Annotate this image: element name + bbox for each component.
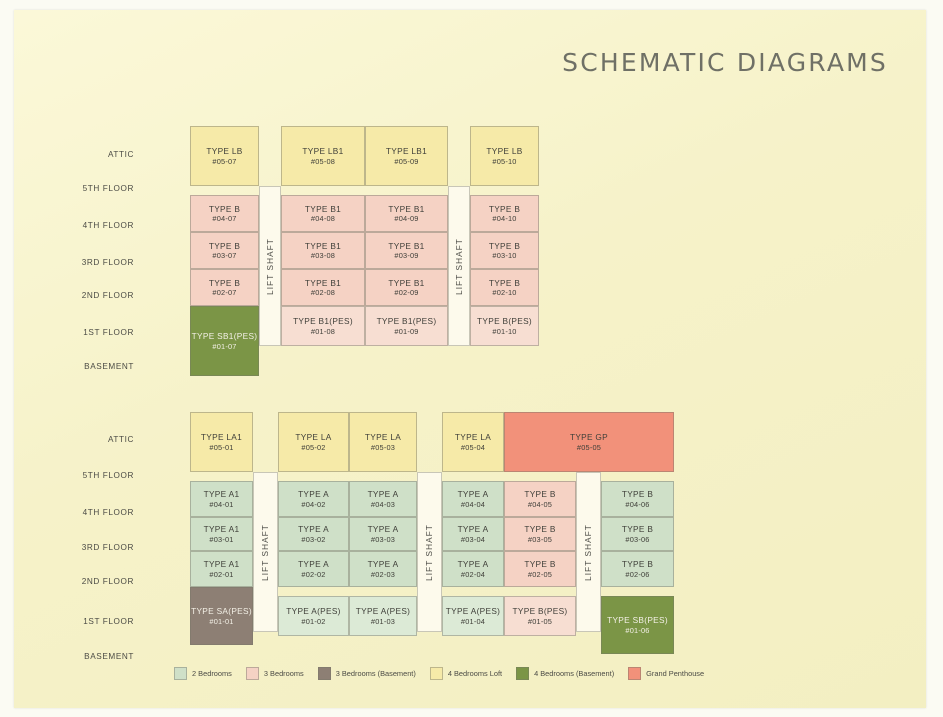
unit-cell[interactable] — [365, 195, 448, 232]
unit-cell[interactable] — [190, 126, 259, 186]
unit-type-label: TYPE A1 — [203, 489, 240, 500]
legend-swatch — [516, 667, 529, 680]
unit-number-label: #01-08 — [310, 326, 336, 336]
unit-number-label: #05-10 — [492, 156, 517, 166]
legend-item — [246, 667, 304, 680]
unit-number-label: #03-03 — [370, 534, 396, 544]
unit-cell[interactable] — [349, 517, 417, 551]
legend-swatch — [174, 667, 187, 680]
unit-number-label: #02-02 — [301, 569, 326, 579]
lift-shaft — [417, 472, 442, 632]
unit-number-label: #02-08 — [310, 288, 336, 298]
unit-cell[interactable] — [470, 269, 539, 306]
unit-cell[interactable] — [601, 551, 674, 587]
unit-type-label: TYPE B — [524, 489, 556, 500]
unit-type-label: TYPE LA — [454, 432, 492, 443]
unit-number-label: #03-07 — [212, 251, 237, 261]
unit-number-label: #04-09 — [394, 214, 419, 224]
unit-number-label: #04-01 — [209, 499, 234, 509]
unit-number-label: #02-05 — [527, 569, 553, 579]
unit-cell[interactable] — [365, 232, 448, 269]
floor-label: 3RD FLOOR — [81, 258, 134, 267]
unit-number-label: #04-10 — [492, 214, 517, 224]
unit-type-label: TYPE SB(PES) — [607, 615, 668, 626]
unit-cell[interactable] — [190, 517, 253, 551]
unit-cell[interactable] — [442, 596, 504, 636]
unit-type-label: TYPE B — [208, 277, 241, 288]
unit-cell[interactable] — [470, 232, 539, 269]
unit-cell[interactable] — [349, 481, 417, 517]
unit-cell[interactable] — [470, 195, 539, 232]
unit-type-label: TYPE A — [298, 489, 329, 500]
legend-item — [516, 667, 614, 680]
unit-type-label: TYPE A(PES) — [286, 606, 341, 617]
unit-type-label: TYPE LB — [206, 146, 243, 157]
unit-number-label: #05-08 — [310, 156, 336, 166]
unit-type-label: TYPE SA(PES) — [191, 606, 252, 617]
lift-shaft-label: LIFT SHAFT — [454, 237, 464, 295]
unit-cell[interactable] — [601, 481, 674, 517]
unit-cell[interactable] — [190, 306, 259, 376]
unit-cell[interactable] — [442, 551, 504, 587]
unit-type-label: TYPE B1 — [388, 203, 425, 214]
lift-shaft — [253, 472, 278, 632]
lift-shaft — [576, 472, 601, 632]
unit-type-label: TYPE B1 — [388, 240, 425, 251]
legend-label: Grand Penthouse — [646, 669, 705, 678]
unit-cell[interactable] — [190, 195, 259, 232]
floor-label: ATTIC — [107, 150, 134, 159]
floor-label: 4TH FLOOR — [82, 221, 134, 230]
legend-label: 2 Bedrooms — [192, 669, 232, 678]
legend-swatch — [246, 667, 259, 680]
unit-cell[interactable] — [190, 269, 259, 306]
unit-cell[interactable] — [349, 551, 417, 587]
unit-type-label: TYPE B1(PES) — [376, 316, 437, 327]
unit-type-label: TYPE LA — [364, 432, 402, 443]
unit-number-label: #03-02 — [301, 534, 326, 544]
unit-cell[interactable] — [504, 412, 674, 472]
unit-type-label: TYPE B — [488, 277, 521, 288]
unit-type-label: TYPE B(PES) — [477, 316, 532, 327]
unit-cell[interactable] — [442, 481, 504, 517]
unit-number-label: #05-07 — [212, 156, 237, 166]
floor-label: BASEMENT — [84, 362, 134, 371]
unit-type-label: TYPE B — [621, 489, 654, 500]
unit-cell[interactable] — [278, 551, 349, 587]
unit-cell[interactable] — [504, 551, 576, 587]
unit-number-label: #03-10 — [492, 251, 517, 261]
unit-number-label: #01-07 — [212, 341, 237, 351]
unit-type-label: TYPE A1 — [203, 559, 240, 570]
unit-cell[interactable] — [365, 269, 448, 306]
unit-cell[interactable] — [470, 306, 539, 346]
unit-type-label: TYPE LB1 — [302, 146, 344, 157]
unit-number-label: #01-05 — [527, 616, 553, 626]
unit-type-label: TYPE LA — [295, 432, 332, 443]
unit-number-label: #05-01 — [209, 442, 234, 452]
unit-type-label: TYPE GP — [569, 432, 609, 443]
unit-type-label: TYPE B — [208, 203, 241, 214]
unit-number-label: #04-05 — [527, 499, 553, 509]
unit-type-label: TYPE B — [524, 559, 556, 570]
floor-label: BASEMENT — [84, 652, 134, 661]
unit-cell[interactable] — [278, 412, 349, 472]
legend-label: 4 Bedrooms (Basement) — [534, 669, 615, 678]
unit-number-label: #04-04 — [460, 499, 486, 509]
unit-type-label: TYPE A — [298, 524, 329, 535]
unit-type-label: TYPE A1 — [203, 524, 240, 535]
legend-swatch — [628, 667, 641, 680]
unit-cell[interactable] — [365, 126, 448, 186]
unit-cell[interactable] — [278, 481, 349, 517]
unit-type-label: TYPE B1 — [304, 240, 342, 251]
unit-cell[interactable] — [281, 232, 365, 269]
lift-shaft-label: LIFT SHAFT — [584, 523, 594, 581]
unit-type-label: TYPE A — [457, 524, 489, 535]
unit-type-label: TYPE B — [621, 524, 654, 535]
unit-type-label: TYPE A — [367, 489, 399, 500]
lift-shaft — [448, 186, 470, 346]
unit-cell[interactable] — [281, 195, 365, 232]
unit-type-label: TYPE B(PES) — [512, 606, 568, 617]
lift-shaft-label: LIFT SHAFT — [425, 523, 435, 581]
page-title: SCHEMATIC DIAGRAMS — [562, 48, 888, 77]
unit-number-label: #03-04 — [460, 534, 486, 544]
unit-number-label: #01-10 — [492, 326, 517, 336]
unit-type-label: TYPE A — [457, 489, 489, 500]
unit-number-label: #04-08 — [310, 214, 336, 224]
unit-cell[interactable] — [190, 481, 253, 517]
unit-number-label: #05-05 — [576, 442, 602, 452]
unit-number-label: #02-06 — [625, 569, 650, 579]
unit-type-label: TYPE LB1 — [385, 146, 428, 157]
unit-cell[interactable] — [504, 517, 576, 551]
unit-number-label: #05-04 — [460, 442, 486, 452]
unit-cell[interactable] — [349, 596, 417, 636]
unit-type-label: TYPE A — [298, 559, 329, 570]
unit-cell[interactable] — [190, 587, 253, 645]
lift-shaft-label: LIFT SHAFT — [261, 523, 271, 581]
unit-type-label: TYPE A(PES) — [445, 606, 501, 617]
unit-cell[interactable] — [281, 269, 365, 306]
unit-type-label: TYPE A — [457, 559, 489, 570]
unit-type-label: TYPE B — [621, 559, 654, 570]
unit-number-label: #04-02 — [301, 499, 326, 509]
floor-label: ATTIC — [107, 435, 134, 444]
legend-item — [174, 667, 232, 680]
unit-cell[interactable] — [281, 306, 365, 346]
legend-item — [318, 667, 416, 680]
unit-cell[interactable] — [442, 517, 504, 551]
unit-cell[interactable] — [470, 126, 539, 186]
unit-number-label: #01-03 — [370, 616, 396, 626]
legend-swatch — [318, 667, 331, 680]
diagram-board — [14, 10, 926, 708]
unit-number-label: #04-07 — [212, 214, 237, 224]
legend-label: 3 Bedrooms (Basement) — [335, 669, 416, 678]
lift-shaft-label: LIFT SHAFT — [265, 237, 275, 295]
unit-number-label: #05-02 — [301, 442, 326, 452]
unit-number-label: #02-09 — [394, 288, 419, 298]
unit-number-label: #03-09 — [394, 251, 419, 261]
unit-number-label: #05-09 — [394, 156, 419, 166]
unit-cell[interactable] — [365, 306, 448, 346]
unit-cell[interactable] — [190, 412, 253, 472]
unit-number-label: #02-03 — [370, 569, 396, 579]
floor-label: 5TH FLOOR — [82, 471, 134, 480]
unit-number-label: #01-04 — [460, 616, 486, 626]
legend — [174, 667, 704, 680]
unit-type-label: TYPE LB — [486, 146, 523, 157]
unit-type-label: TYPE B — [524, 524, 556, 535]
floor-label: 2ND FLOOR — [81, 291, 134, 300]
unit-number-label: #04-03 — [370, 499, 396, 509]
unit-number-label: #01-09 — [394, 326, 419, 336]
unit-number-label: #02-01 — [209, 569, 234, 579]
unit-number-label: #03-01 — [209, 534, 234, 544]
unit-type-label: TYPE B1 — [304, 277, 342, 288]
unit-type-label: TYPE B — [488, 203, 521, 214]
unit-number-label: #03-08 — [310, 251, 336, 261]
unit-cell[interactable] — [349, 412, 417, 472]
unit-type-label: TYPE A — [367, 559, 399, 570]
floor-label: 1ST FLOOR — [83, 617, 134, 626]
unit-number-label: #02-04 — [460, 569, 486, 579]
unit-number-label: #03-05 — [527, 534, 553, 544]
unit-type-label: TYPE A — [367, 524, 399, 535]
unit-cell[interactable] — [601, 596, 674, 654]
legend-swatch — [430, 667, 443, 680]
unit-type-label: TYPE B1 — [304, 203, 342, 214]
legend-label: 4 Bedrooms Loft — [447, 669, 503, 678]
unit-number-label: #02-07 — [212, 288, 237, 298]
unit-number-label: #01-02 — [301, 616, 326, 626]
unit-number-label: #03-06 — [625, 534, 650, 544]
unit-cell[interactable] — [278, 596, 349, 636]
floor-label: 5TH FLOOR — [82, 184, 134, 193]
legend-item — [628, 667, 704, 680]
unit-type-label: TYPE B1(PES) — [293, 316, 353, 327]
unit-type-label: TYPE B1 — [388, 277, 425, 288]
unit-cell[interactable] — [601, 517, 674, 551]
unit-cell[interactable] — [281, 126, 365, 186]
unit-type-label: TYPE SB1(PES) — [191, 331, 258, 342]
floor-label: 1ST FLOOR — [83, 328, 134, 337]
unit-cell[interactable] — [190, 551, 253, 587]
lift-shaft — [259, 186, 281, 346]
unit-type-label: TYPE A(PES) — [355, 606, 411, 617]
unit-number-label: #04-06 — [625, 499, 650, 509]
unit-cell[interactable] — [190, 232, 259, 269]
unit-type-label: TYPE LA1 — [200, 432, 243, 443]
floor-label: 2ND FLOOR — [81, 577, 134, 586]
unit-cell[interactable] — [442, 412, 504, 472]
floor-label: 4TH FLOOR — [82, 508, 134, 517]
unit-number-label: #01-01 — [209, 616, 234, 626]
legend-item — [430, 667, 502, 680]
legend-label: 3 Bedrooms — [263, 669, 304, 678]
unit-type-label: TYPE B — [488, 240, 521, 251]
unit-cell[interactable] — [278, 517, 349, 551]
unit-number-label: #05-03 — [370, 442, 396, 452]
unit-number-label: #02-10 — [492, 288, 517, 298]
unit-type-label: TYPE B — [208, 240, 241, 251]
unit-cell[interactable] — [504, 596, 576, 636]
unit-number-label: #01-06 — [625, 625, 650, 635]
floor-label: 3RD FLOOR — [81, 543, 134, 552]
unit-cell[interactable] — [504, 481, 576, 517]
